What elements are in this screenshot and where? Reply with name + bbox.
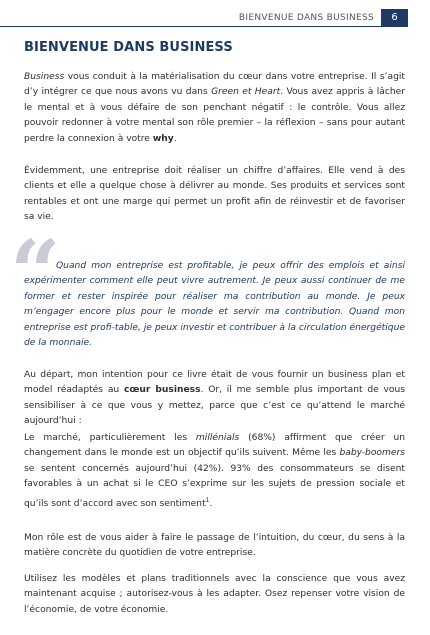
section-heading: BIENVENUE DANS BUSINESS [24,40,233,55]
paragraph-models: Utilisez les modèles et plans traditionnels avec la conscience que vous avez maintenant acquise ; autorisez-vous à les adapter. Osez repenser votre vision de l’économie, de votre économie. [24,574,405,615]
footnote-marker: 1 [205,496,210,504]
paragraph-intro: Business vous conduit à la matérialisation du cœur dans votre entreprise. Il s’agit d’y intégrer ce que nous avons vu dans Green et Heart. Vous avez appris à lâcher le mental et à vous défaire de son penchant négatif : le contrôle. Vous allez pouvoir redonner à votre mental son rôle premier – la réflexion – sans pour autant perdre la connexion à votre why. [24,72,405,144]
quote-mark-icon: “ [10,220,61,324]
paragraph-intention: Au départ, mon intention pour ce livre était de vous fournir un business plan et model réadaptés au cœur business. Or, il me semble plus important de vous sensibiliser à ce que vous y mettez, parce que c’est ce qu’attend le marché aujourd’hui : [24,370,406,427]
pull-quote: Quand mon entreprise est profitable, je peux offrir des emplois et ainsi expérimenter comment elle peut vivre autrement. Je peux aussi continuer de me former et rester inspirée pour réaliser ma contribution au monde. Je peux m’engager encore plus pour le monde et servir ma contribution. Quand mon entreprise est profi-table, je peux investir et contribuer à la circulation énergétique de la monnaie. [24,261,405,349]
paragraph-revenue: Évidemment, une entreprise doit réaliser un chiffre d’affaires. Elle vend à des clients et elle a quelque chose à délivrer au monde. Ses produits et services sont rentables et ont une marge qui permet un profit afin de réinvestir et de favoriser sa vie. [24,166,405,223]
running-header-title: BIENVENUE DANS BUSINESS [238,13,374,23]
paragraph-role: Mon rôle est de vous aider à faire le passage de l’intuition, du cœur, du sens à la matière concrète du quotidien de votre entreprise. [24,533,405,559]
paragraph-market: Le marché, particulièrement les millénials (68%) affirment que créer un changement dans le monde est un objectif qu’ils suivent. Même les baby-boomers se sentent concernés aujourd’hui (42%). 93% des consommateurs se disent favorables à un achat si le CEO s’exprime sur les sujets de pression sociale et qu’ils sont d’accord avec son sentiment$^1$. [24,433,406,509]
header-divider [0,26,408,27]
page-number: 6 [381,9,408,26]
